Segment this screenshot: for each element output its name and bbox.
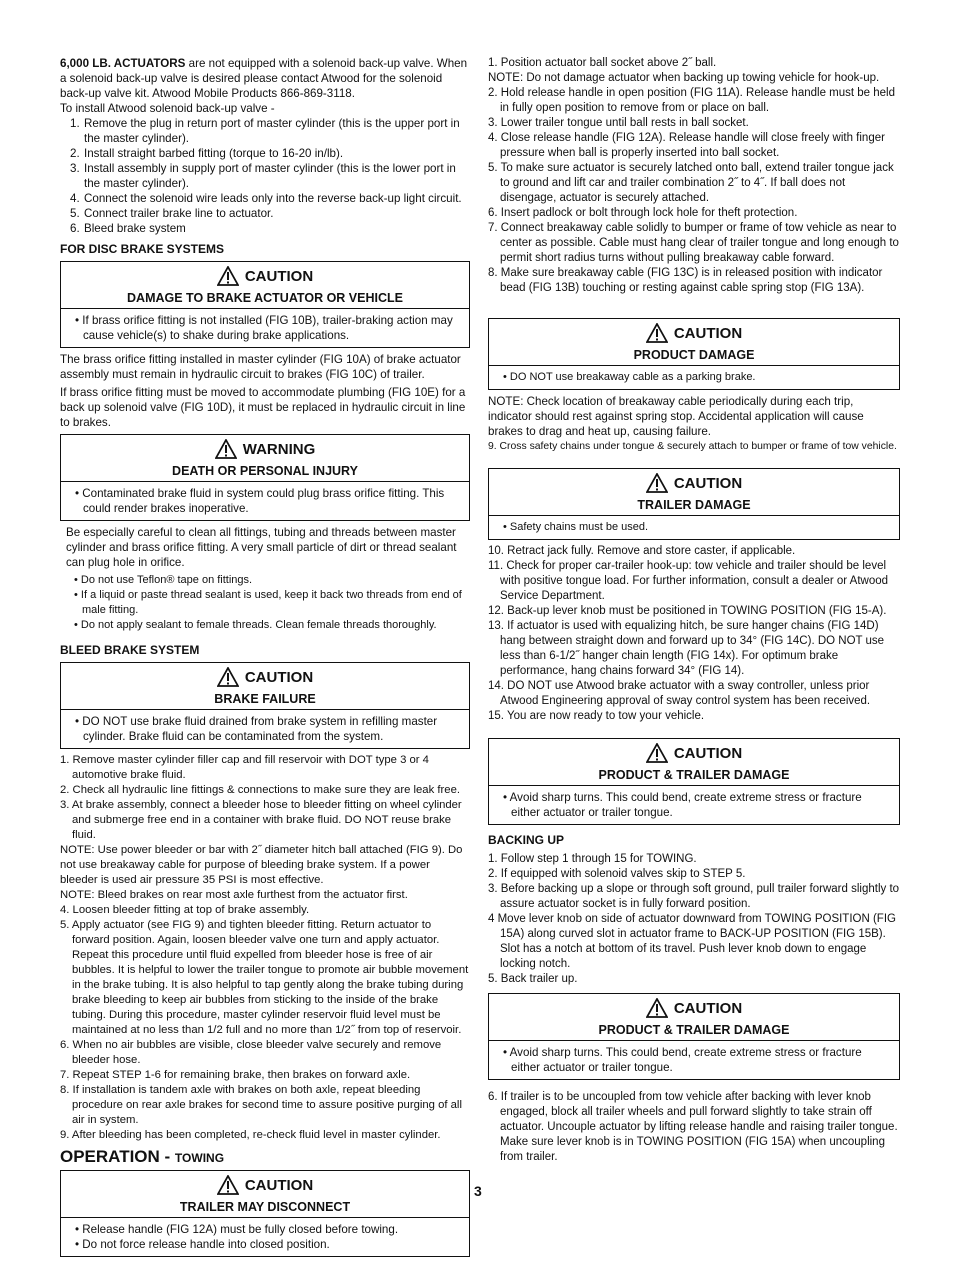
caution-subtitle: PRODUCT & TRAILER DAMAGE (598, 1023, 790, 1037)
warning-box-injury (60, 434, 470, 521)
backing-up-heading: BACKING UP (488, 833, 565, 847)
backing-step: 4 Move lever knob on side of actuator downward from TOWING POSITION (FIG 15A) along curved slot in actuator frame to BACK-UP POSITION (FIG 15B). Slot has a notch at bottom of its travel. Push lever knob down to engage locking notch. (488, 913, 896, 970)
caution-signal: CAUTION (673, 999, 743, 1017)
right-column (488, 56, 900, 1165)
warning-subtitle: DEATH OR PERSONAL INJURY (172, 464, 358, 478)
bleed-line: 5. Apply actuator (see FIG 9) and tighten bleeder fitting. Return actuator to forward position. Again, loosen bleeder valve one turn and apply actuator. Repeat this procedure until fluid expelled from bleeder hose is free of air bubbles. It is helpful to lower the trailer tongue to promote air bubble movement in the brake tubing. It is also helpful to tap gently along the brake tubing during brake bleeding to keep air bubbles from sticking to the inside of the brake tubing. During this procedure, master cylinder reservoir fluid level must be maintained at no less than 1/2 full and no more than 1/2˝ from top of reservoir. (60, 919, 469, 1036)
warning-triangle-icon (217, 266, 239, 286)
backing-step: 2. If equipped with solenoid valves skip to STEP 5. (488, 868, 746, 880)
install-steps (60, 116, 470, 236)
caution-subtitle: TRAILER DAMAGE (637, 498, 751, 512)
warning-text: • Contaminated brake fluid in system could plug brass orifice fitting. This could render brakes inoperative. (75, 487, 445, 515)
left-column (60, 56, 470, 1261)
towing-step: 3. Lower trailer tongue until ball rests in ball socket. (488, 117, 749, 129)
orifice-paragraph-1: The brass orifice fitting installed in master cylinder (FIG 10A) of brake actuator assembly must remain in hydraulic circuit to brakes (FIG 10C) of trailer. (60, 353, 461, 381)
warning-triangle-icon (217, 667, 239, 687)
bleed-line: 8. If installation is tandem axle with brakes on both axle, repeat bleeding procedure on rear axle brakes for second time to assure positive purging of all air in system. (60, 1084, 462, 1126)
warning-triangle-icon (215, 439, 237, 459)
caution-box-disconnect (60, 1170, 470, 1257)
warning-triangle-icon (646, 743, 668, 763)
intro-paragraph (60, 56, 470, 101)
backing-step: 5. Back trailer up. (488, 973, 578, 985)
install-step: 4. Connect the solenoid wire leads only into the reverse back-up light circuit. (70, 192, 462, 205)
warning-triangle-icon (646, 473, 668, 493)
caution-box-product-damage (488, 318, 900, 390)
towing-step: 12. Back-up lever knob must be positioned in TOWING POSITION (FIG 15-A). (488, 605, 887, 617)
bleed-line: 9. After bleeding has been completed, re-check fluid level in master cylinder. (60, 1129, 441, 1141)
towing-step: 15. You are now ready to tow your vehicle. (488, 710, 705, 722)
caution-box-brake-failure (60, 662, 470, 749)
caution-signal: CAUTION (244, 668, 314, 686)
towing-step: 2. Hold release handle in open position (FIG 11A). Release handle must be held in fully open position to remove from or place on ball. (488, 87, 896, 114)
caution-box-trailer-damage (488, 468, 900, 540)
install-step: 2. Install straight barbed fitting (torque to 16-20 in/lb). (70, 147, 344, 160)
operation-subheading: TOWING (174, 1151, 225, 1165)
backing-step: 3. Before backing up a slope or through soft ground, pull trailer forward slightly to assure actuator socket is in fully forward position. (488, 883, 900, 910)
caution-text: • Do not force release handle into closed position. (75, 1238, 330, 1251)
warning-triangle-icon (217, 1175, 239, 1195)
caution-signal: CAUTION (244, 267, 314, 285)
caution-text: • If brass orifice fitting is not installed (FIG 10B), trailer-braking action may cause vehicle(s) to shake during brake applications. (75, 314, 453, 342)
install-step: 1. Remove the plug in return port of master cylinder (this is the upper port in the master cylinder). (70, 117, 460, 145)
install-step: 3. Install assembly in supply port of master cylinder (this is the lower port in the master cylinder). (70, 162, 456, 190)
caution-subtitle: DAMAGE TO BRAKE ACTUATOR OR VEHICLE (127, 291, 403, 305)
towing-step: 7. Connect breakaway cable solidly to bumper or frame of tow vehicle as near to center as possible. Cable must hang clear of trailer tongue and long enough to permit short radius turns without pulling breakaway cable forward. (488, 222, 899, 264)
page-number: 3 (474, 1183, 482, 1199)
towing-step: 6. Insert padlock or bolt through lock hole for theft protection. (488, 207, 798, 219)
caution-signal: CAUTION (673, 474, 743, 492)
towing-step: 11. Check for proper car-trailer hook-up: tow vehicle and trailer should be level with positive tongue load. For further information, consult a dealer or Atwood Service Department. (488, 560, 889, 602)
towing-note: NOTE: Do not damage actuator when backing up towing vehicle for hook-up. (488, 72, 880, 84)
bleed-line: 1. Remove master cylinder filler cap and fill reservoir with DOT type 3 or 4 automotive brake fluid. (60, 754, 429, 781)
warning-triangle-icon (646, 323, 668, 343)
caution-text: • Avoid sharp turns. This could bend, create extreme stress or fracture either actuator or trailer tongue. (503, 791, 862, 819)
install-line: To install Atwood solenoid back-up valve - (60, 102, 275, 115)
caution-box-product-trailer-damage-2 (488, 993, 900, 1080)
caution-text: • Avoid sharp turns. This could bend, create extreme stress or fracture either actuator or trailer tongue. (503, 1046, 862, 1074)
caution-signal: CAUTION (673, 744, 743, 762)
bleed-heading: BLEED BRAKE SYSTEM (60, 643, 200, 657)
caution-signal: CAUTION (673, 324, 743, 342)
towing-step-9: 9. Cross safety chains under tongue & securely attach to bumper or frame of tow vehicle. (488, 441, 897, 452)
caution-subtitle: PRODUCT DAMAGE (633, 348, 755, 362)
caution-text: • DO NOT use brake fluid drained from brake system in refilling master cylinder. Brake fluid can be contaminated from the system. (75, 715, 438, 743)
caution-text: • Release handle (FIG 12A) must be fully closed before towing. (75, 1223, 399, 1236)
towing-step: 4. Close release handle (FIG 12A). Release handle will close freely with finger pressure when ball is properly inserted into ball socket. (488, 132, 885, 159)
caution-box-product-trailer-damage (488, 738, 900, 825)
caution-text: • Safety chains must be used. (503, 521, 649, 533)
caution-subtitle: BRAKE FAILURE (214, 692, 316, 706)
caution-box-actuator-damage (60, 261, 470, 348)
towing-step: 8. Make sure breakaway cable (FIG 13C) is in released position with indicator bead (FIG 13B) touching or resting against cable spring stop (FIG 13A). (488, 267, 883, 294)
towing-step: 10. Retract jack fully. Remove and store caster, if applicable. (488, 545, 796, 557)
operation-heading: OPERATION - TOWING (60, 1147, 225, 1166)
towing-step: 13. If actuator is used with equalizing hitch, be sure hanger chains (FIG 14D) hang between straight down and forward up to 34° (FIG 14C). DO NOT use less than 6-1/2˝ hanger chain length (FIG 14x). For optimum brake performance, hang chains forward 34° (FIG 14). (488, 620, 885, 677)
caution-subtitle: PRODUCT & TRAILER DAMAGE (598, 768, 790, 782)
install-step: 5. Connect trailer brake line to actuator. (70, 207, 274, 220)
bleed-line: 4. Loosen bleeder fitting at top of brake assembly. (60, 904, 310, 916)
bleed-line: 7. Repeat STEP 1-6 for remaining brake, then brakes on forward axle. (60, 1069, 411, 1081)
bleed-line: 3. At brake assembly, connect a bleeder hose to bleeder fitting on wheel cylinder and submerge free end in a container with brake fluid. DO NOT reuse brake fluid. (60, 799, 462, 841)
bleed-line: 2. Check all hydraulic line fittings & connections to make sure they are leak free. (60, 784, 460, 796)
careful-bullet: • Do not apply sealant to female threads. Clean female threads thoroughly. (74, 619, 437, 631)
warning-signal: WARNING (242, 440, 316, 458)
careful-bullet: • If a liquid or paste thread sealant is used, keep it back two threads from end of male fitting. (74, 589, 462, 616)
backing-step: 1. Follow step 1 through 15 for TOWING. (488, 853, 697, 865)
install-step: 6. Bleed brake system (70, 222, 186, 235)
caution-signal: CAUTION (244, 1176, 314, 1194)
backing-step-6: 6. If trailer is to be uncoupled from tow vehicle after backing with lever knob engaged, block all trailer wheels and pull forward slightly to take strain off actuator. Uncouple actuator by lifting release handle and raising trailer tongue. Make sure lever knob is in TOWING POSITION (FIG 15A) when uncoupling from trailer. (488, 1091, 898, 1163)
intro-bold: 6,000 LB. ACTUATORS (60, 57, 186, 70)
towing-step: 5. To make sure actuator is securely latched onto ball, extend trailer tongue jack to ground and lift car and trailer combination 2˝ to 4˝. If ball does not disengage, actuator is securely attached. (488, 162, 894, 204)
breakaway-note: NOTE: Check location of breakaway cable periodically during each trip, indicator should rest against spring stop. Accidental application will cause brakes to drag and heat up, causing failure. (488, 395, 864, 438)
caution-text: • DO NOT use breakaway cable as a parking brake. (503, 371, 756, 383)
towing-step: 14. DO NOT use Atwood brake actuator with a sway controller, unless prior Atwood Engineering approval of sway control system has been received. (488, 680, 871, 707)
warning-triangle-icon (646, 998, 668, 1018)
disc-brake-heading: FOR DISC BRAKE SYSTEMS (60, 242, 225, 256)
careful-paragraph: Be especially careful to clean all fittings, tubing and threads between master cylinder and brass orifice fitting. A very small particle of dirt or thread sealant can plug hole in orifice. (66, 526, 457, 569)
towing-step: 1. Position actuator ball socket above 2˝ ball. (488, 57, 717, 69)
caution-subtitle: TRAILER MAY DISCONNECT (179, 1200, 351, 1214)
bleed-line: 6. When no air bubbles are visible, close bleeder valve securely and remove bleeder hose. (60, 1039, 442, 1066)
intro-rest: are not equipped with a solenoid back-up valve. When a solenoid back-up valve is desired please contact Atwood for the solenoid back-up valve kit. Atwood Mobile Products 866-869-3118. (60, 57, 468, 100)
careful-bullet: • Do not use Teflon® tape on fittings. (74, 574, 253, 586)
orifice-paragraph-2: If brass orifice fitting must be moved to accommodate plumbing (FIG 10E) for a back up solenoid valve (FIG 10D), it must be replaced in hydraulic circuit in line to brakes. (60, 386, 466, 429)
bleed-note: NOTE: Bleed brakes on rear most axle furthest from the actuator first. (60, 889, 408, 901)
bleed-note: NOTE: Use power bleeder or bar with 2˝ diameter hitch ball attached (FIG 9). Do not use breakaway cable for purpose of bleeding brake system. If a power bleeder is used air pressure 35 PSI is most effective. (60, 844, 463, 886)
